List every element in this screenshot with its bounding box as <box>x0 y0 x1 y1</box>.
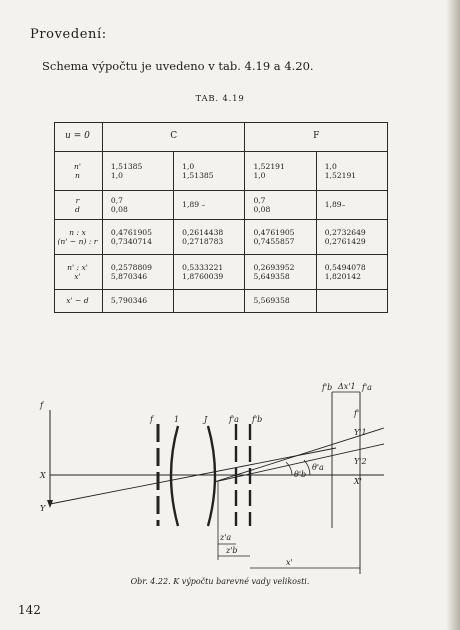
table-header-row <box>55 123 388 152</box>
figure-label-j: J <box>204 415 208 424</box>
value-line: 1,89 – <box>182 200 206 210</box>
figure-label-fa: f'a <box>229 415 239 424</box>
value-line: 1,51385 <box>110 161 143 171</box>
value-line: 0,7 <box>253 195 266 205</box>
table-row <box>55 220 388 255</box>
page-binding-shadow <box>446 0 460 630</box>
angle-b-arc <box>286 462 292 475</box>
value-line: 1,52191 <box>324 171 357 180</box>
table-row <box>55 290 388 313</box>
table-row <box>55 255 388 290</box>
value-cell-c1 <box>102 152 173 191</box>
figure-label-fa-top: f'a <box>362 383 372 392</box>
value-line: 0,2614438 <box>182 227 224 237</box>
row-label-line: r <box>75 195 80 205</box>
value-line: 1,0 <box>110 171 123 180</box>
page-number: 142 <box>18 603 41 617</box>
figure-label-xprime: X' <box>354 477 362 486</box>
value-line: 0,7455857 <box>253 237 295 246</box>
value-line: 0,2578809 <box>110 262 152 272</box>
table-row <box>55 191 388 220</box>
section-heading: Provedení: <box>30 27 107 42</box>
value-line: 1,820142 <box>324 272 361 281</box>
value-line: 0,08 <box>110 205 128 214</box>
table-title: TAB. 4.19 <box>195 94 245 104</box>
calculation-table <box>54 122 388 313</box>
value-line: 5,649358 <box>253 272 290 281</box>
table-row <box>55 152 388 191</box>
row-label-line: n : x <box>69 227 86 237</box>
value-cell-f1 <box>245 290 316 313</box>
value-line: 1,0 <box>324 161 337 171</box>
value-cell-f2 <box>316 220 387 255</box>
figure-label-Y: Y <box>40 504 46 513</box>
row-label <box>55 220 103 255</box>
value-line: 0,4761905 <box>253 227 295 237</box>
row-label <box>55 255 103 290</box>
figure-label-zb: z'b <box>226 546 238 555</box>
figure-caption: Obr. 4.22. K výpočtu barevné vady velikosti. <box>130 577 310 586</box>
value-cell-c2 <box>174 220 245 255</box>
value-cell-c1 <box>102 290 173 313</box>
value-cell-c1 <box>102 220 173 255</box>
lens-surface-1 <box>171 426 178 526</box>
row-label-line: n <box>75 171 80 180</box>
value-line: 5,790346 <box>110 296 148 306</box>
value-line: 1,89– <box>324 200 346 210</box>
row-label-line: d <box>75 205 80 214</box>
value-line: 0,4761905 <box>110 227 152 237</box>
row-label <box>55 191 103 220</box>
value-line: 0,5333221 <box>182 262 224 272</box>
figure-label-fb: f'b <box>252 415 263 424</box>
figure-label-y1: Y'1 <box>354 428 367 437</box>
figure-label-X: X <box>40 471 46 480</box>
value-cell-f2 <box>316 290 387 313</box>
row-label <box>55 152 103 191</box>
value-cell-f2 <box>316 191 387 220</box>
value-cell-f1 <box>245 220 316 255</box>
value-line: 0,7340714 <box>110 237 152 246</box>
value-cell-c1 <box>102 255 173 290</box>
header-label: u = 0 <box>55 123 103 152</box>
value-line: 0,2732649 <box>324 227 366 237</box>
value-line: 0,2761429 <box>324 237 366 246</box>
intro-text: Schema výpočtu je uvedeno v tab. 4.19 a 4.20. <box>42 59 314 73</box>
header-c: C <box>102 123 245 152</box>
figure-label-f-left: f <box>40 401 43 410</box>
figure-label-theta-a: θ'a <box>312 463 324 472</box>
value-cell-f2 <box>316 152 387 191</box>
figure-label-one: 1 <box>174 415 180 424</box>
figure-label-fb-top: f'b <box>322 383 333 392</box>
row-label-line: (n' − n) : r <box>57 237 98 246</box>
value-line: 0,2718783 <box>182 237 224 246</box>
optical-diagram <box>36 378 406 576</box>
value-line: 1,8760039 <box>182 272 224 281</box>
value-line: 1,0 <box>182 161 195 171</box>
value-line: 0,5494078 <box>324 262 366 272</box>
figure-label-f-stop: f <box>150 415 153 424</box>
value-cell-c1 <box>102 191 173 220</box>
value-cell-c2 <box>174 255 245 290</box>
value-cell-f1 <box>245 152 316 191</box>
figure-label-xdim: x' <box>286 558 293 567</box>
figure-label-y2: Y'2 <box>354 457 367 466</box>
value-line: 0,7 <box>110 195 123 205</box>
value-cell-f2 <box>316 255 387 290</box>
value-line: 5,569358 <box>253 296 290 306</box>
header-f: F <box>245 123 388 152</box>
value-line: 5,870346 <box>110 272 148 281</box>
figure-label-za: z'a <box>220 533 232 542</box>
value-cell-c2 <box>174 191 245 220</box>
value-line: 0,08 <box>253 205 271 214</box>
value-cell-f1 <box>245 191 316 220</box>
value-cell-c2 <box>174 152 245 191</box>
figure-label-fprime: f' <box>354 409 360 418</box>
lens-surface-2 <box>208 426 215 526</box>
value-cell-c2 <box>174 290 245 313</box>
value-cell-f1 <box>245 255 316 290</box>
row-label-line: n' <box>73 161 81 171</box>
figure-label-delta: Δx'1 <box>338 382 356 391</box>
value-line: 1,0 <box>253 171 266 180</box>
row-label <box>55 290 103 313</box>
row-label-line: x' − d <box>66 296 89 306</box>
row-label-line: n' : x' <box>67 262 88 272</box>
value-line: 1,52191 <box>253 161 285 171</box>
value-line: 1,51385 <box>182 171 214 180</box>
value-line: 0,2693952 <box>253 262 295 272</box>
row-label-line: x' <box>74 272 81 281</box>
figure-label-theta-b: θ'b <box>294 470 307 479</box>
